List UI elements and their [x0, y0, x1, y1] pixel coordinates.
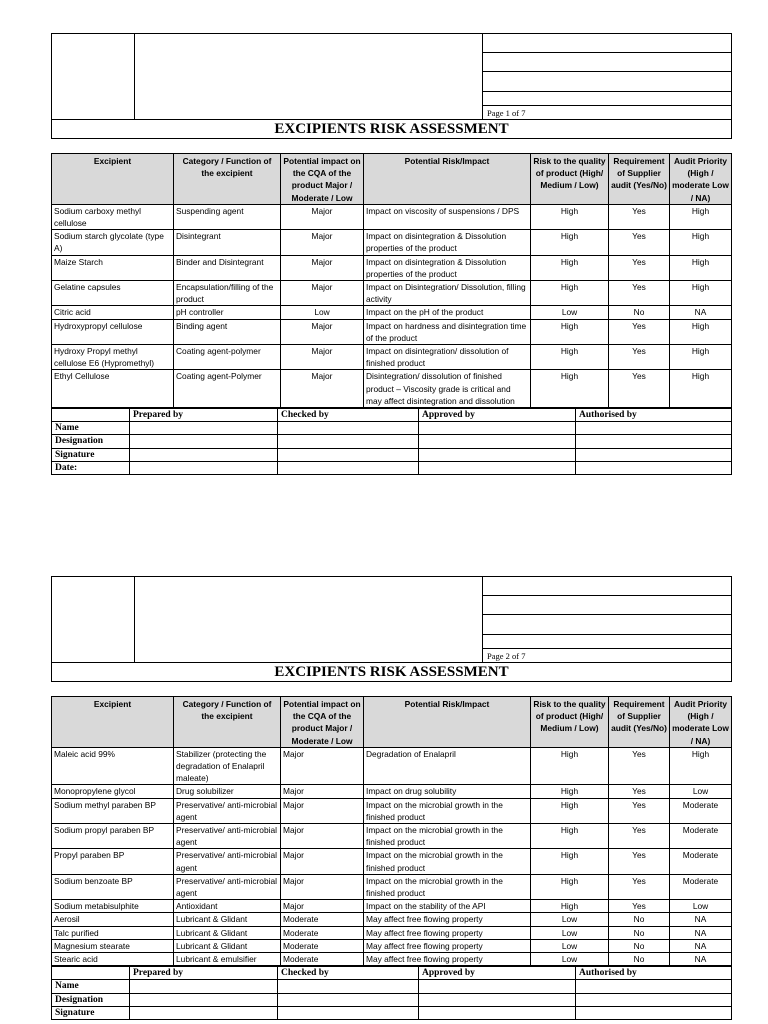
- category-cell: Lubricant & Glidant: [174, 939, 281, 952]
- risk-cell: Impact on drug solubility: [364, 785, 531, 798]
- category-cell: Preservative/ anti-microbial agent: [174, 824, 281, 849]
- risk-cell: Impact on the microbial growth in the finished product: [364, 874, 531, 899]
- excipient-cell: Aerosil: [52, 913, 174, 926]
- audit-req-cell: Yes: [609, 319, 670, 344]
- signoff-field[interactable]: [576, 1006, 732, 1019]
- category-cell: Preservative/ anti-microbial agent: [174, 874, 281, 899]
- quality-risk-cell: Low: [531, 953, 609, 966]
- authorised-by-header: Authorised by: [576, 967, 732, 980]
- table-row: [52, 926, 732, 939]
- risk-table-header: [52, 697, 732, 748]
- quality-risk-cell: Low: [531, 939, 609, 952]
- quality-risk-cell: High: [531, 370, 609, 408]
- audit-priority-cell: High: [670, 255, 732, 280]
- quality-risk-cell: High: [531, 824, 609, 849]
- impact-cell: Major: [281, 798, 364, 823]
- logo-cell: [52, 577, 135, 663]
- category-cell: Encapsulation/filling of the product: [174, 281, 281, 306]
- risk-table: [51, 153, 732, 408]
- impact-cell: Moderate: [281, 913, 364, 926]
- quality-risk-cell: Low: [531, 306, 609, 319]
- risk-cell: Impact on the microbial growth in the finished product: [364, 849, 531, 874]
- audit-priority-cell: High: [670, 281, 732, 306]
- quality-risk-cell: High: [531, 849, 609, 874]
- signoff-row-label: Designation: [52, 993, 130, 1006]
- excipient-cell: Ethyl Cellulose: [52, 370, 174, 408]
- impact-cell: Moderate: [281, 939, 364, 952]
- quality-risk-cell: High: [531, 345, 609, 370]
- risk-cell: Disintegration/ dissolution of finished product – Viscosity grade is critical and may affect disintegration and dissolution: [364, 370, 531, 408]
- impact-cell: Major: [281, 874, 364, 899]
- impact-cell: Major: [281, 849, 364, 874]
- col-header: Excipient: [52, 697, 174, 748]
- prepared-by-header: Prepared by: [130, 409, 278, 422]
- risk-cell: Impact on disintegration & Dissolution properties of the product: [364, 255, 531, 280]
- signoff-row-label: Signature: [52, 448, 130, 461]
- excipient-cell: Sodium methyl paraben BP: [52, 798, 174, 823]
- table-row: [52, 785, 732, 798]
- signoff-row-label: Date:: [52, 461, 130, 474]
- signoff-field[interactable]: [278, 993, 419, 1006]
- checked-by-header: Checked by: [278, 967, 419, 980]
- excipient-cell: Citric acid: [52, 306, 174, 319]
- table-row: [52, 798, 732, 823]
- table-row: [52, 900, 732, 913]
- impact-cell: Major: [281, 747, 364, 785]
- audit-req-cell: Yes: [609, 281, 670, 306]
- excipient-cell: Sodium propyl paraben BP: [52, 824, 174, 849]
- signoff-field[interactable]: [419, 461, 576, 474]
- risk-cell: Degradation of Enalapril: [364, 747, 531, 785]
- audit-req-cell: Yes: [609, 824, 670, 849]
- col-header: Audit Priority (High / moderate Low / NA): [670, 154, 732, 205]
- signoff-field[interactable]: [278, 435, 419, 448]
- col-header: Requirement of Supplier audit (Yes/No): [609, 154, 670, 205]
- category-cell: Lubricant & Glidant: [174, 926, 281, 939]
- page-header-block: [51, 33, 732, 139]
- audit-req-cell: Yes: [609, 204, 670, 229]
- audit-priority-cell: Moderate: [670, 874, 732, 899]
- table-row: [52, 255, 732, 280]
- audit-req-cell: No: [609, 953, 670, 966]
- table-row: [52, 306, 732, 319]
- doc-info-cell: [483, 72, 732, 92]
- audit-priority-cell: Moderate: [670, 798, 732, 823]
- quality-risk-cell: High: [531, 874, 609, 899]
- impact-cell: Low: [281, 306, 364, 319]
- impact-cell: Major: [281, 204, 364, 229]
- approved-by-header: Approved by: [419, 409, 576, 422]
- table-row: [52, 204, 732, 229]
- excipient-cell: Sodium metabisulphite: [52, 900, 174, 913]
- col-header: Potential Risk/Impact: [364, 697, 531, 748]
- signoff-field[interactable]: [130, 461, 278, 474]
- excipient-cell: Talc purified: [52, 926, 174, 939]
- doc-info-cell: [483, 577, 732, 596]
- table-row: [52, 849, 732, 874]
- signoff-corner: [52, 967, 130, 980]
- category-cell: Preservative/ anti-microbial agent: [174, 849, 281, 874]
- category-cell: Binding agent: [174, 319, 281, 344]
- table-row: [52, 874, 732, 899]
- excipient-cell: Propyl paraben BP: [52, 849, 174, 874]
- document-page-2: [51, 576, 731, 1020]
- excipient-cell: Stearic acid: [52, 953, 174, 966]
- quality-risk-cell: High: [531, 319, 609, 344]
- signoff-field[interactable]: [130, 448, 278, 461]
- table-row: [52, 953, 732, 966]
- excipient-cell: Sodium carboxy methyl cellulose: [52, 204, 174, 229]
- impact-cell: Major: [281, 370, 364, 408]
- page-number: Page 2 of 7: [483, 649, 732, 663]
- signoff-field[interactable]: [278, 422, 419, 435]
- signoff-field[interactable]: [419, 448, 576, 461]
- doc-info-cell: [483, 53, 732, 72]
- signoff-field[interactable]: [419, 1006, 576, 1019]
- logo-cell: [52, 34, 135, 120]
- impact-cell: Moderate: [281, 953, 364, 966]
- audit-req-cell: Yes: [609, 798, 670, 823]
- category-cell: Preservative/ anti-microbial agent: [174, 798, 281, 823]
- quality-risk-cell: High: [531, 255, 609, 280]
- signoff-corner: [52, 409, 130, 422]
- risk-cell: Impact on viscosity of suspensions / DPS: [364, 204, 531, 229]
- risk-cell: Impact on disintegration & Dissolution properties of the product: [364, 230, 531, 255]
- risk-cell: May affect free flowing property: [364, 913, 531, 926]
- company-cell: [135, 34, 483, 120]
- signoff-field[interactable]: [278, 461, 419, 474]
- risk-cell: Impact on hardness and disintegration time of the product: [364, 319, 531, 344]
- excipient-cell: Maize Starch: [52, 255, 174, 280]
- category-cell: Disintegrant: [174, 230, 281, 255]
- quality-risk-cell: High: [531, 900, 609, 913]
- page-number: Page 1 of 7: [483, 106, 732, 120]
- category-cell: Suspending agent: [174, 204, 281, 229]
- signoff-row-label: Name: [52, 980, 130, 993]
- risk-cell: May affect free flowing property: [364, 953, 531, 966]
- col-header: Category / Function of the excipient: [174, 697, 281, 748]
- col-header: Excipient: [52, 154, 174, 205]
- audit-req-cell: No: [609, 926, 670, 939]
- doc-info-cell: [483, 34, 732, 53]
- impact-cell: Major: [281, 319, 364, 344]
- signoff-row-label: Signature: [52, 1006, 130, 1019]
- signoff-field[interactable]: [419, 422, 576, 435]
- risk-cell: Impact on the pH of the product: [364, 306, 531, 319]
- quality-risk-cell: High: [531, 798, 609, 823]
- audit-priority-cell: NA: [670, 939, 732, 952]
- quality-risk-cell: High: [531, 204, 609, 229]
- table-row: [52, 319, 732, 344]
- excipient-cell: Sodium starch glycolate (type A): [52, 230, 174, 255]
- excipient-cell: Maleic acid 99%: [52, 747, 174, 785]
- audit-priority-cell: Low: [670, 785, 732, 798]
- table-row: [52, 824, 732, 849]
- quality-risk-cell: High: [531, 747, 609, 785]
- audit-priority-cell: High: [670, 204, 732, 229]
- quality-risk-cell: High: [531, 230, 609, 255]
- signoff-field[interactable]: [278, 1006, 419, 1019]
- audit-req-cell: Yes: [609, 370, 670, 408]
- checked-by-header: Checked by: [278, 409, 419, 422]
- audit-priority-cell: Moderate: [670, 824, 732, 849]
- col-header: Audit Priority (High / moderate Low / NA): [670, 697, 732, 748]
- audit-priority-cell: High: [670, 319, 732, 344]
- audit-req-cell: Yes: [609, 849, 670, 874]
- table-row: [52, 939, 732, 952]
- audit-req-cell: Yes: [609, 345, 670, 370]
- audit-priority-cell: NA: [670, 953, 732, 966]
- category-cell: Lubricant & emulsifier: [174, 953, 281, 966]
- audit-req-cell: Yes: [609, 747, 670, 785]
- signoff-field[interactable]: [419, 993, 576, 1006]
- impact-cell: Moderate: [281, 926, 364, 939]
- category-cell: Coating agent-polymer: [174, 345, 281, 370]
- signoff-field[interactable]: [130, 422, 278, 435]
- excipient-cell: Hydroxy Propyl methyl cellulose E6 (Hypromethyl): [52, 345, 174, 370]
- signoff-table: [51, 408, 732, 475]
- impact-cell: Major: [281, 900, 364, 913]
- col-header: Risk to the quality of product (High/ Medium / Low): [531, 697, 609, 748]
- audit-priority-cell: High: [670, 747, 732, 785]
- audit-req-cell: No: [609, 913, 670, 926]
- page-header-block: [51, 576, 732, 682]
- risk-cell: Impact on Disintegration/ Dissolution, filling activity: [364, 281, 531, 306]
- audit-priority-cell: Moderate: [670, 849, 732, 874]
- table-row: [52, 345, 732, 370]
- col-header: Potential Risk/Impact: [364, 154, 531, 205]
- doc-info-cell: [483, 92, 732, 106]
- col-header: Category / Function of the excipient: [174, 154, 281, 205]
- signoff-field[interactable]: [278, 980, 419, 993]
- risk-cell: May affect free flowing property: [364, 926, 531, 939]
- impact-cell: Major: [281, 345, 364, 370]
- audit-priority-cell: High: [670, 370, 732, 408]
- category-cell: Lubricant & Glidant: [174, 913, 281, 926]
- audit-req-cell: Yes: [609, 230, 670, 255]
- excipient-cell: Monopropylene glycol: [52, 785, 174, 798]
- impact-cell: Major: [281, 230, 364, 255]
- document-title: EXCIPIENTS RISK ASSESSMENT: [52, 663, 732, 682]
- quality-risk-cell: Low: [531, 913, 609, 926]
- excipient-cell: Hydroxypropyl cellulose: [52, 319, 174, 344]
- col-header: Potential impact on the CQA of the product Major / Moderate / Low: [281, 154, 364, 205]
- audit-req-cell: Yes: [609, 785, 670, 798]
- signoff-field[interactable]: [576, 422, 732, 435]
- table-row: [52, 747, 732, 785]
- table-row: [52, 370, 732, 408]
- category-cell: Coating agent-Polymer: [174, 370, 281, 408]
- audit-req-cell: No: [609, 306, 670, 319]
- audit-priority-cell: NA: [670, 306, 732, 319]
- signoff-field[interactable]: [576, 448, 732, 461]
- risk-table-header: [52, 154, 732, 205]
- col-header: Potential impact on the CQA of the product Major / Moderate / Low: [281, 697, 364, 748]
- audit-priority-cell: High: [670, 345, 732, 370]
- excipient-cell: Gelatine capsules: [52, 281, 174, 306]
- col-header: Risk to the quality of product (High/ Medium / Low): [531, 154, 609, 205]
- document-title: EXCIPIENTS RISK ASSESSMENT: [52, 120, 732, 139]
- audit-priority-cell: Low: [670, 900, 732, 913]
- signoff-field[interactable]: [419, 980, 576, 993]
- quality-risk-cell: Low: [531, 926, 609, 939]
- impact-cell: Major: [281, 281, 364, 306]
- signoff-field[interactable]: [576, 980, 732, 993]
- excipient-cell: Sodium benzoate BP: [52, 874, 174, 899]
- audit-req-cell: Yes: [609, 900, 670, 913]
- signoff-row-label: Designation: [52, 435, 130, 448]
- table-row: [52, 230, 732, 255]
- signoff-field[interactable]: [130, 435, 278, 448]
- audit-req-cell: No: [609, 939, 670, 952]
- audit-priority-cell: High: [670, 230, 732, 255]
- category-cell: pH controller: [174, 306, 281, 319]
- doc-info-cell: [483, 615, 732, 635]
- risk-table: [51, 696, 732, 966]
- impact-cell: Major: [281, 255, 364, 280]
- risk-cell: Impact on disintegration/ dissolution of finished product: [364, 345, 531, 370]
- quality-risk-cell: High: [531, 281, 609, 306]
- signoff-field[interactable]: [576, 461, 732, 474]
- impact-cell: Major: [281, 785, 364, 798]
- doc-info-cell: [483, 596, 732, 615]
- signoff-row-label: Name: [52, 422, 130, 435]
- signoff-field[interactable]: [278, 448, 419, 461]
- signoff-field[interactable]: [576, 993, 732, 1006]
- signoff-field[interactable]: [419, 435, 576, 448]
- col-header: Requirement of Supplier audit (Yes/No): [609, 697, 670, 748]
- risk-cell: May affect free flowing property: [364, 939, 531, 952]
- prepared-by-header: Prepared by: [130, 967, 278, 980]
- table-row: [52, 281, 732, 306]
- impact-cell: Major: [281, 824, 364, 849]
- signoff-field[interactable]: [130, 1006, 278, 1019]
- approved-by-header: Approved by: [419, 967, 576, 980]
- audit-priority-cell: NA: [670, 926, 732, 939]
- signoff-field[interactable]: [130, 993, 278, 1006]
- risk-cell: Impact on the stability of the API: [364, 900, 531, 913]
- signoff-field[interactable]: [130, 980, 278, 993]
- excipient-cell: Magnesium stearate: [52, 939, 174, 952]
- audit-req-cell: Yes: [609, 255, 670, 280]
- risk-cell: Impact on the microbial growth in the finished product: [364, 824, 531, 849]
- quality-risk-cell: High: [531, 785, 609, 798]
- category-cell: Binder and Disintegrant: [174, 255, 281, 280]
- doc-info-cell: [483, 635, 732, 649]
- risk-cell: Impact on the microbial growth in the finished product: [364, 798, 531, 823]
- signoff-table: [51, 966, 732, 1020]
- table-row: [52, 913, 732, 926]
- document-page-1: [51, 33, 731, 475]
- signoff-field[interactable]: [576, 435, 732, 448]
- audit-req-cell: Yes: [609, 874, 670, 899]
- category-cell: Antioxidant: [174, 900, 281, 913]
- company-cell: [135, 577, 483, 663]
- authorised-by-header: Authorised by: [576, 409, 732, 422]
- audit-priority-cell: NA: [670, 913, 732, 926]
- category-cell: Stabilizer (protecting the degradation of Enalapril maleate): [174, 747, 281, 785]
- category-cell: Drug solubilizer: [174, 785, 281, 798]
